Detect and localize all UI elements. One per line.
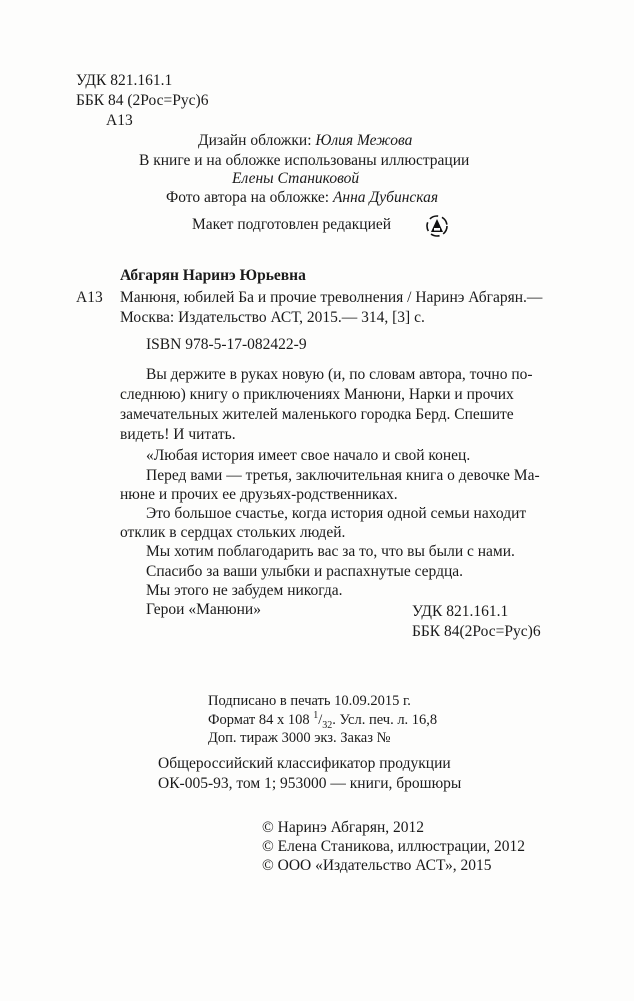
quote-line: Перед вами — третья, заключительная книга о девочке Ма-: [146, 467, 540, 484]
quote-line: Мы этого не забудем никогда.: [146, 582, 343, 599]
catalog-code: А13: [76, 289, 103, 306]
catalog-author: Абгарян Наринэ Юрьевна: [120, 267, 306, 284]
print-circulation: Доп. тираж 3000 экз. Заказ №: [208, 730, 391, 746]
catalog-title-line2: Москва: Издательство АСТ, 2015.— 314, [3] с.: [120, 309, 425, 326]
bbk-header: ББК 84 (2Рос=Рус)6: [76, 92, 209, 109]
format-prefix: Формат 84 х 108: [208, 712, 314, 728]
quote-line: Это большое счастье, когда история одной семьи находит: [146, 505, 527, 522]
illustrations-credit: В книге и на обложке использованы иллюстрации: [139, 152, 470, 169]
cover-design-credit: [198, 132, 412, 150]
quote-signature: Герои «Манюни»: [146, 601, 261, 618]
print-format: Формат 84 х 108 $^1/_{32}$. Усл. печ. л. 16,8: [208, 710, 438, 731]
print-signed: Подписано в печать 10.09.2015 г.: [208, 693, 411, 709]
format-numerator: 1: [313, 710, 319, 722]
annotation-line: замечательных жителей маленького городка Берд. Спешите: [120, 406, 514, 423]
format-denominator: 32: [322, 719, 333, 731]
illustrations-name: Елены Станиковой: [232, 170, 360, 187]
annotation-line: видеть! И читать.: [120, 426, 236, 443]
cover-design-name: Юлия Межова: [315, 132, 413, 149]
isbn: ISBN 978-5-17-082422-9: [146, 336, 307, 353]
format-suffix: . Усл. печ. л. 16,8: [332, 712, 438, 728]
catalog-title-line1: Манюня, юбилей Ба и прочие треволнения / Наринэ Абгарян.—: [120, 289, 543, 306]
photo-credit: [166, 189, 438, 207]
quote-line: Мы хотим поблагодарить вас за то, что вы были с нами.: [146, 543, 515, 560]
udk-header: УДК 821.161.1: [76, 72, 173, 89]
catalog-udk: УДК 821.161.1: [412, 603, 509, 620]
quote-line: отклик в сердцах стольких людей.: [120, 524, 346, 541]
publisher-logo-icon: [424, 213, 450, 239]
photo-label: Фото автора на обложке:: [166, 189, 330, 206]
copyright-line: © ООО «Издательство АСТ», 2015: [262, 857, 492, 874]
catalog-bbk: ББК 84(2Рос=Рус)6: [412, 623, 541, 640]
annotation-line: Вы держите в руках новую (и, по словам автора, точно по-: [146, 366, 533, 383]
photo-name: Анна Дубинская: [332, 189, 439, 206]
author-code-header: А13: [106, 112, 133, 129]
annotation-line: следнюю) книгу о приключениях Манюни, Нарки и прочих: [120, 386, 514, 403]
classifier-line2: ОК-005-93, том 1; 953000 — книги, брошюры: [158, 775, 462, 792]
quote-line: «Любая история имеет свое начало и свой конец.: [146, 447, 471, 464]
quote-line: Спасибо за ваши улыбки и распахнутые сердца.: [146, 563, 464, 580]
copyright-line: © Наринэ Абгарян, 2012: [262, 819, 425, 836]
classifier-line1: Общероссийский классификатор продукции: [158, 755, 451, 772]
quote-line: нюне и прочих ее друзьях-родственниках.: [120, 486, 398, 503]
copyright-line: © Елена Станикова, иллюстрации, 2012: [262, 838, 526, 855]
layout-note: Макет подготовлен редакцией: [192, 216, 392, 233]
cover-design-label: Дизайн обложки:: [198, 132, 312, 149]
